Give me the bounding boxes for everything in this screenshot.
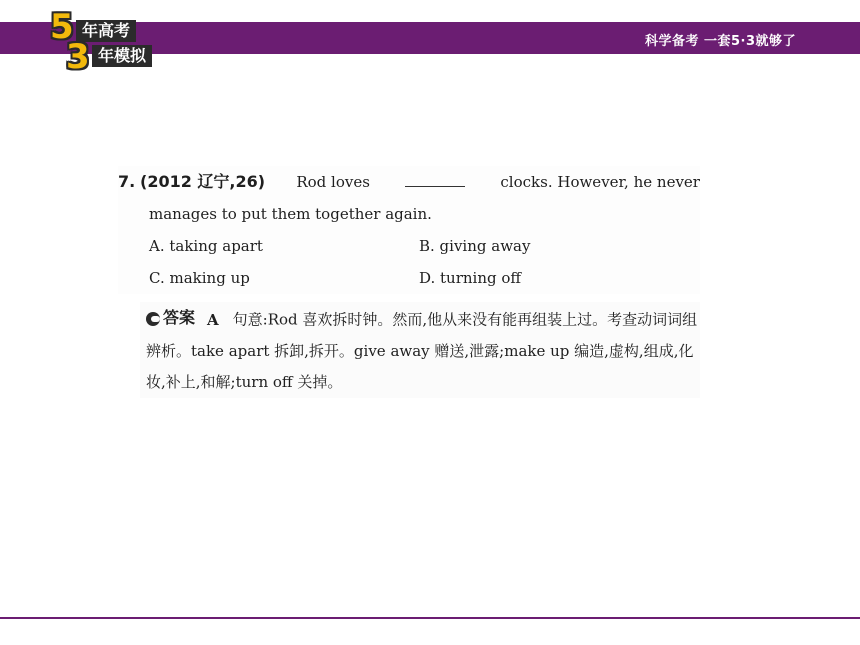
question-index: 7. [118,172,136,191]
question-line-1 [118,166,700,198]
question-number [118,166,265,198]
option-d: D. turning off [419,269,522,287]
logo-text-bottom: 年模拟 [92,45,152,67]
option-c: C. making up [149,269,250,287]
option-b: B. giving away [419,237,531,255]
question-block [118,166,700,294]
question-line-2: manages to put them together again. [149,205,432,223]
question-stem-part-2: clocks. However, he never [500,173,700,191]
question-stem-part-1: Rod loves [296,173,370,191]
header-slogan: 科学备考 一套5·3就够了 [644,34,796,49]
brand-logo [44,7,194,77]
answer-badge-icon [146,312,160,326]
logo-digit-bottom: 3 [66,37,90,77]
footer-divider [0,617,860,619]
question-source: (2012 辽宁,26) [140,172,266,191]
answer-block [140,302,700,398]
answer-explanation: 句意:Rod 喜欢拆时钟。然而,他从来没有能再组装上过。考查动词词组辨析。take apart 拆卸,拆开。give away 赠送,泄露;make up 编造,虚构,组成,化妆,补上,和解;turn off 关掉。 [146,310,698,391]
answer-heading [146,302,195,333]
logo-digit-top: 5 [50,7,74,47]
option-a: A. taking apart [149,237,263,255]
answer-blank [405,172,465,187]
answer-key: A [207,310,219,329]
option-list [118,230,700,294]
logo-text-top: 年高考 [76,20,136,42]
answer-label: 答案 [163,308,196,327]
